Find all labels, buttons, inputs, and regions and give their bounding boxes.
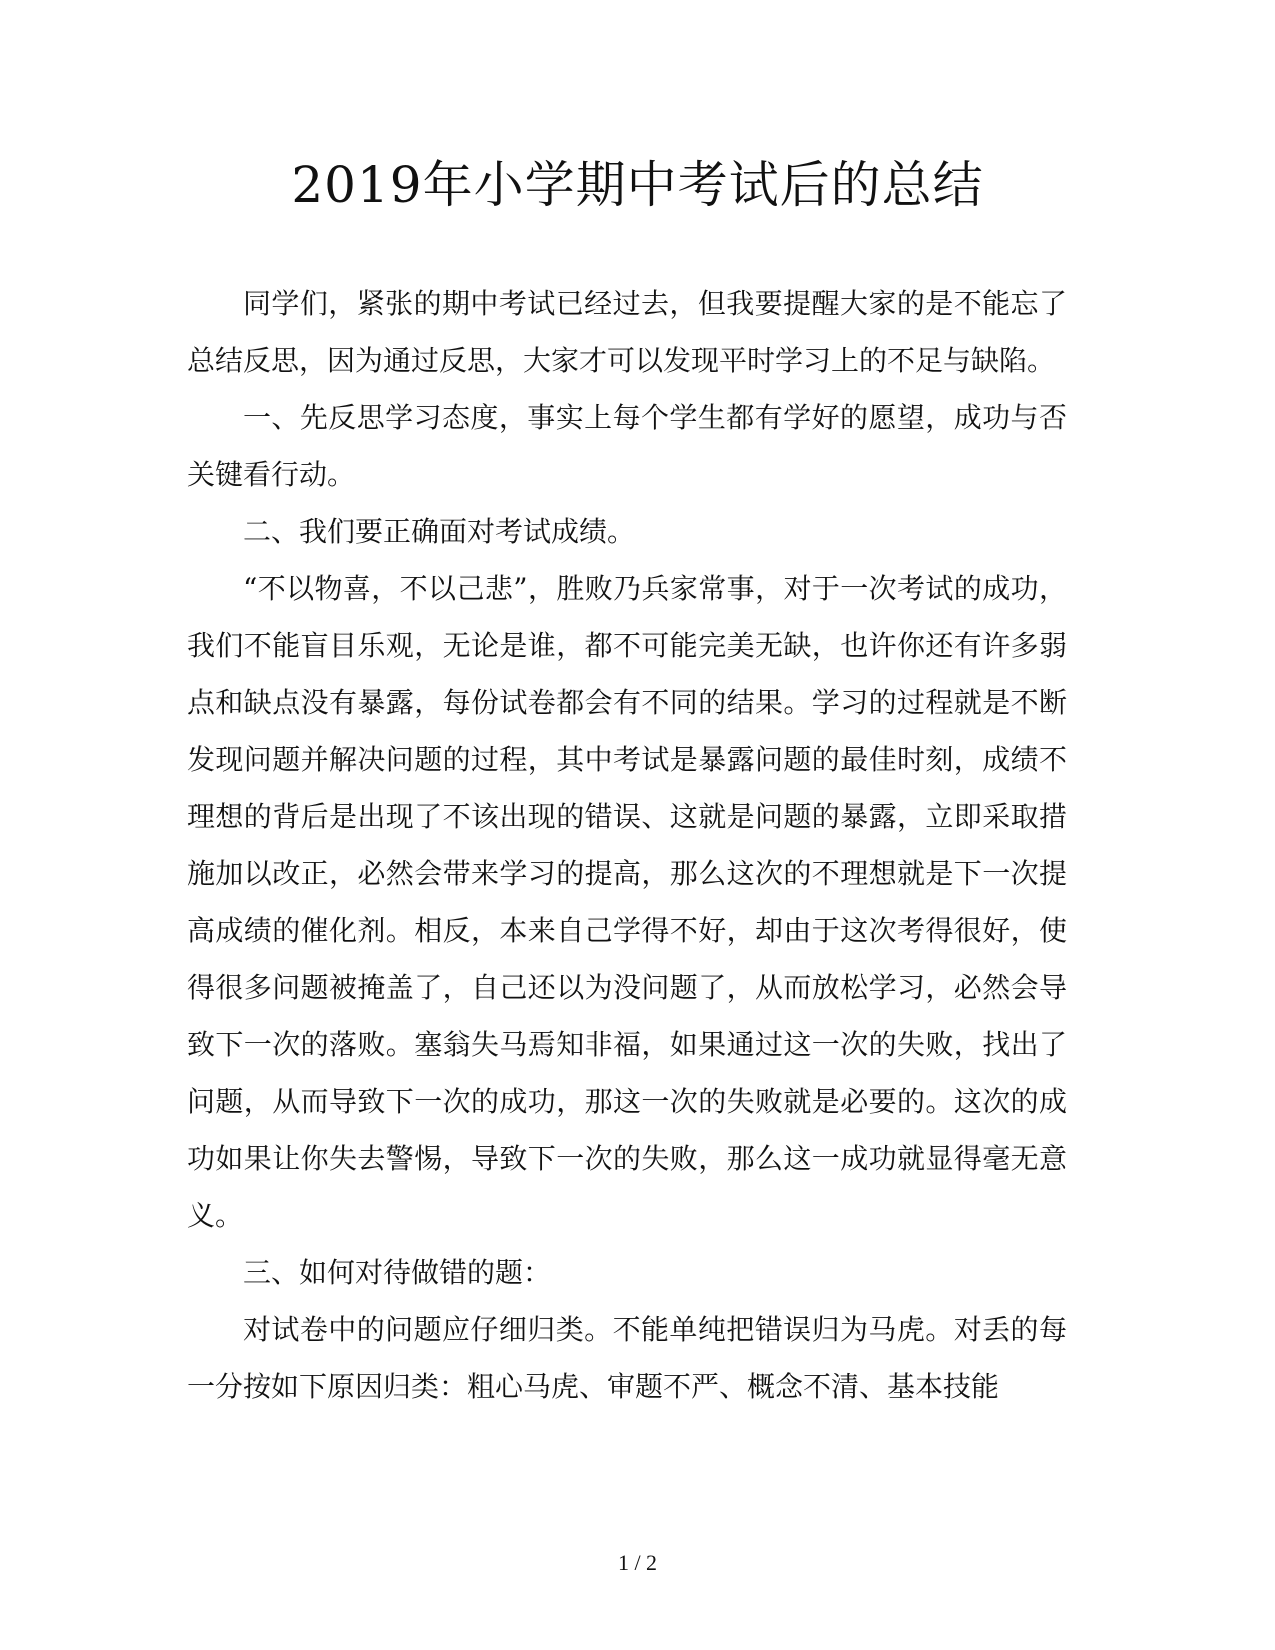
page-number: 1 / 2 [617,1550,658,1575]
document-body [187,275,1067,1415]
paragraph-section-2: 二、我们要正确面对考试成绩。 [243,515,636,548]
paragraph-intro: 同学们，紧张的期中考试已经过去，但我要提醒大家的是不能忘了总结反思，因为通过反思，大家才可以发现平时学习上的不足与缺陷。 [187,287,1067,377]
page-title: 2019年小学期中考试后的总结 [291,156,984,214]
paragraph-section-3-body: 对试卷中的问题应仔细归类。不能单纯把错误归为马虎。对丢的每一分按如下原因归类：粗心马虎、审题不严、概念不清、基本技能 [187,1313,1067,1403]
paragraph-section-3: 三、如何对待做错的题： [243,1256,552,1289]
paragraph-section-1: 一、先反思学习态度，事实上每个学生都有学好的愿望，成功与否关键看行动。 [187,401,1067,491]
paragraph-section-2-body: “不以物喜，不以己悲”，胜败乃兵家常事，对于一次考试的成功，我们不能盲目乐观，无论是谁，都不可能完美无缺，也许你还有许多弱点和缺点没有暴露，每份试卷都会有不同的结果。学习的过程就是不断发现问题并解决问题的过程，其中考试是暴露问题的最佳时刻，成绩不理想的背后是出现了不该出现的错误、这就是问题的暴露，立即采取措施加以改正，必然会带来学习的提高，那么这次的不理想就是下一次提高成绩的催化剂。相反，本来自己学得不好，却由于这次考得很好，使得很多问题被掩盖了，自己还以为没问题了，从而放松学习，必然会导致下一次的落败。塞翁失马焉知非福，如果通过这一次的失败，找出了问题，从而导致下一次的成功，那这一次的失败就是必要的。这次的成功如果让你失去警惕，导致下一次的失败，那么这一成功就显得毫无意义。 [187,572,1067,1232]
